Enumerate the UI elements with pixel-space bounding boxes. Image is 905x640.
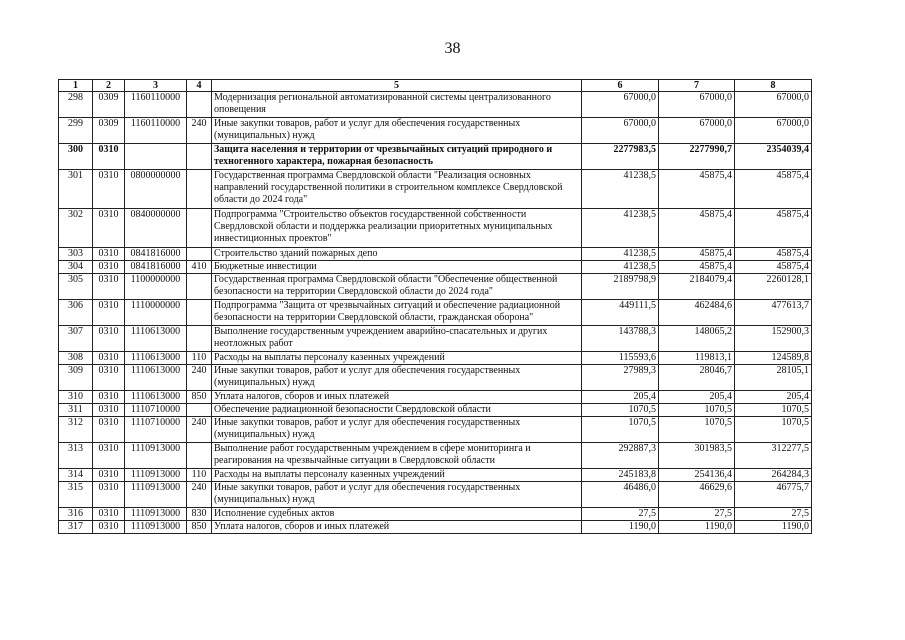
target-article-cell: 1110613000	[125, 391, 187, 404]
section-code-cell: 0310	[93, 391, 125, 404]
amount-year1-cell: 1070,5	[582, 404, 659, 417]
target-article-cell: 1110613000	[125, 352, 187, 365]
section-code-cell: 0310	[93, 404, 125, 417]
section-code-cell: 0310	[93, 365, 125, 391]
section-code-cell: 0310	[93, 352, 125, 365]
amount-year2-cell: 45875,4	[659, 261, 735, 274]
target-article-cell: 1160110000	[125, 92, 187, 118]
section-code-cell: 0310	[93, 170, 125, 209]
amount-year2-cell: 27,5	[659, 508, 735, 521]
item-name-cell: Подпрограмма "Защита от чрезвычайных ситуаций и обеспечение радиационной безопасности на территории Свердловской области, гражданская оборона"	[212, 300, 582, 326]
amount-year2-cell: 28046,7	[659, 365, 735, 391]
row-number-cell: 315	[59, 482, 93, 508]
header-cell: 4	[187, 80, 212, 92]
amount-year3-cell: 2354039,4	[735, 144, 812, 170]
item-name-cell: Иные закупки товаров, работ и услуг для обеспечения государственных (муниципальных) нужд	[212, 417, 582, 443]
amount-year1-cell: 67000,0	[582, 92, 659, 118]
amount-year1-cell: 115593,6	[582, 352, 659, 365]
section-code-cell: 0310	[93, 248, 125, 261]
table-row	[59, 391, 812, 404]
table-row	[59, 300, 812, 326]
item-name-cell: Обеспечение радиационной безопасности Свердловской области	[212, 404, 582, 417]
amount-year3-cell: 46775,7	[735, 482, 812, 508]
target-article-cell: 0840000000	[125, 209, 187, 248]
item-name-cell: Выполнение государственным учреждением аварийно-спасательных и других неотложных работ	[212, 326, 582, 352]
amount-year1-cell: 27989,3	[582, 365, 659, 391]
amount-year1-cell: 2189798,9	[582, 274, 659, 300]
amount-year2-cell: 67000,0	[659, 92, 735, 118]
table-row	[59, 469, 812, 482]
table-row	[59, 92, 812, 118]
item-name-cell: Иные закупки товаров, работ и услуг для обеспечения государственных (муниципальных) нужд	[212, 118, 582, 144]
section-code-cell: 0310	[93, 508, 125, 521]
table-row	[59, 248, 812, 261]
row-number-cell: 300	[59, 144, 93, 170]
row-number-cell: 299	[59, 118, 93, 144]
row-number-cell: 308	[59, 352, 93, 365]
target-article-cell: 1110913000	[125, 521, 187, 534]
row-number-cell: 316	[59, 508, 93, 521]
target-article-cell: 1110913000	[125, 508, 187, 521]
item-name-cell: Модернизация региональной автоматизированной системы централизованного оповещения	[212, 92, 582, 118]
row-number-cell: 309	[59, 365, 93, 391]
item-name-cell: Расходы на выплаты персоналу казенных учреждений	[212, 352, 582, 365]
amount-year3-cell: 205,4	[735, 391, 812, 404]
amount-year3-cell: 312277,5	[735, 443, 812, 469]
row-number-cell: 303	[59, 248, 93, 261]
row-number-cell: 317	[59, 521, 93, 534]
row-number-cell: 301	[59, 170, 93, 209]
amount-year2-cell: 2277990,7	[659, 144, 735, 170]
amount-year1-cell: 449111,5	[582, 300, 659, 326]
amount-year3-cell: 45875,4	[735, 170, 812, 209]
amount-year1-cell: 41238,5	[582, 170, 659, 209]
amount-year1-cell: 1070,5	[582, 417, 659, 443]
amount-year2-cell: 45875,4	[659, 209, 735, 248]
table-row	[59, 508, 812, 521]
header-cell: 7	[659, 80, 735, 92]
expense-type-cell	[187, 300, 212, 326]
item-name-cell: Государственная программа Свердловской области "Обеспечение общественной безопасности на территории Свердловской области до 2024 года"	[212, 274, 582, 300]
amount-year3-cell: 477613,7	[735, 300, 812, 326]
item-name-cell: Защита населения и территории от чрезвычайных ситуаций природного и техногенного характера, пожарная безопасность	[212, 144, 582, 170]
amount-year3-cell: 28105,1	[735, 365, 812, 391]
amount-year3-cell: 67000,0	[735, 92, 812, 118]
section-code-cell: 0310	[93, 300, 125, 326]
expense-type-cell: 850	[187, 521, 212, 534]
item-name-cell: Уплата налогов, сборов и иных платежей	[212, 521, 582, 534]
target-article-cell: 1110710000	[125, 404, 187, 417]
amount-year3-cell: 1070,5	[735, 417, 812, 443]
amount-year2-cell: 2184079,4	[659, 274, 735, 300]
table-row	[59, 209, 812, 248]
amount-year1-cell: 41238,5	[582, 209, 659, 248]
section-code-cell: 0310	[93, 482, 125, 508]
row-number-cell: 311	[59, 404, 93, 417]
target-article-cell: 1110913000	[125, 443, 187, 469]
target-article-cell: 1100000000	[125, 274, 187, 300]
amount-year3-cell: 67000,0	[735, 118, 812, 144]
header-cell: 3	[125, 80, 187, 92]
table-row	[59, 144, 812, 170]
expense-type-cell	[187, 404, 212, 417]
item-name-cell: Подпрограмма "Строительство объектов государственной собственности Свердловской области и поддержка реализации приоритетных муниципальных инвестиционных проектов"	[212, 209, 582, 248]
section-code-cell: 0310	[93, 326, 125, 352]
expense-type-cell	[187, 443, 212, 469]
amount-year1-cell: 245183,8	[582, 469, 659, 482]
amount-year1-cell: 143788,3	[582, 326, 659, 352]
amount-year2-cell: 46629,6	[659, 482, 735, 508]
section-code-cell: 0310	[93, 521, 125, 534]
table-row	[59, 417, 812, 443]
expense-type-cell	[187, 326, 212, 352]
row-number-cell: 313	[59, 443, 93, 469]
item-name-cell: Иные закупки товаров, работ и услуг для обеспечения государственных (муниципальных) нужд	[212, 365, 582, 391]
header-cell: 6	[582, 80, 659, 92]
item-name-cell: Бюджетные инвестиции	[212, 261, 582, 274]
item-name-cell: Строительство зданий пожарных депо	[212, 248, 582, 261]
table-row	[59, 521, 812, 534]
amount-year3-cell: 45875,4	[735, 261, 812, 274]
amount-year3-cell: 45875,4	[735, 209, 812, 248]
amount-year2-cell: 1190,0	[659, 521, 735, 534]
amount-year2-cell: 301983,5	[659, 443, 735, 469]
section-code-cell: 0310	[93, 261, 125, 274]
target-article-cell: 1110913000	[125, 469, 187, 482]
amount-year1-cell: 67000,0	[582, 118, 659, 144]
amount-year2-cell: 45875,4	[659, 248, 735, 261]
budget-table	[58, 79, 812, 534]
expense-type-cell: 240	[187, 365, 212, 391]
header-row	[59, 80, 812, 92]
item-name-cell: Исполнение судебных актов	[212, 508, 582, 521]
target-article-cell: 1110613000	[125, 326, 187, 352]
row-number-cell: 310	[59, 391, 93, 404]
table-row	[59, 274, 812, 300]
header-cell: 8	[735, 80, 812, 92]
expense-type-cell: 240	[187, 482, 212, 508]
table-row	[59, 482, 812, 508]
section-code-cell: 0310	[93, 443, 125, 469]
table-row	[59, 326, 812, 352]
expense-type-cell: 830	[187, 508, 212, 521]
target-article-cell: 0800000000	[125, 170, 187, 209]
table-row	[59, 118, 812, 144]
section-code-cell: 0310	[93, 144, 125, 170]
expense-type-cell: 110	[187, 352, 212, 365]
header-cell: 1	[59, 80, 93, 92]
amount-year3-cell: 45875,4	[735, 248, 812, 261]
amount-year3-cell: 27,5	[735, 508, 812, 521]
target-article-cell: 1160110000	[125, 118, 187, 144]
table-row	[59, 443, 812, 469]
item-name-cell: Иные закупки товаров, работ и услуг для обеспечения государственных (муниципальных) нужд	[212, 482, 582, 508]
expense-type-cell: 240	[187, 417, 212, 443]
amount-year1-cell: 41238,5	[582, 261, 659, 274]
table-row	[59, 170, 812, 209]
table-row	[59, 261, 812, 274]
amount-year1-cell: 2277983,5	[582, 144, 659, 170]
target-article-cell	[125, 144, 187, 170]
item-name-cell: Расходы на выплаты персоналу казенных учреждений	[212, 469, 582, 482]
row-number-cell: 298	[59, 92, 93, 118]
target-article-cell: 1110913000	[125, 482, 187, 508]
header-cell: 2	[93, 80, 125, 92]
expense-type-cell: 240	[187, 118, 212, 144]
amount-year1-cell: 1190,0	[582, 521, 659, 534]
expense-type-cell	[187, 92, 212, 118]
table-row	[59, 365, 812, 391]
amount-year2-cell: 254136,4	[659, 469, 735, 482]
amount-year1-cell: 46486,0	[582, 482, 659, 508]
table-row	[59, 352, 812, 365]
row-number-cell: 307	[59, 326, 93, 352]
target-article-cell: 0841816000	[125, 261, 187, 274]
amount-year3-cell: 152900,3	[735, 326, 812, 352]
amount-year2-cell: 119813,1	[659, 352, 735, 365]
expense-type-cell: 110	[187, 469, 212, 482]
target-article-cell: 1110613000	[125, 365, 187, 391]
header-cell: 5	[212, 80, 582, 92]
section-code-cell: 0309	[93, 118, 125, 144]
row-number-cell: 306	[59, 300, 93, 326]
section-code-cell: 0309	[93, 92, 125, 118]
amount-year3-cell: 1070,5	[735, 404, 812, 417]
item-name-cell: Государственная программа Свердловской области "Реализация основных направлений государственной политики в строительном комплексе Свердловской области до 2024 года"	[212, 170, 582, 209]
row-number-cell: 314	[59, 469, 93, 482]
target-article-cell: 1110710000	[125, 417, 187, 443]
amount-year2-cell: 205,4	[659, 391, 735, 404]
amount-year2-cell: 45875,4	[659, 170, 735, 209]
row-number-cell: 302	[59, 209, 93, 248]
amount-year1-cell: 205,4	[582, 391, 659, 404]
section-code-cell: 0310	[93, 274, 125, 300]
section-code-cell: 0310	[93, 209, 125, 248]
amount-year2-cell: 148065,2	[659, 326, 735, 352]
row-number-cell: 305	[59, 274, 93, 300]
table-row	[59, 404, 812, 417]
expense-type-cell	[187, 209, 212, 248]
amount-year2-cell: 1070,5	[659, 404, 735, 417]
expense-type-cell	[187, 144, 212, 170]
amount-year2-cell: 462484,6	[659, 300, 735, 326]
amount-year3-cell: 2260128,1	[735, 274, 812, 300]
amount-year1-cell: 292887,3	[582, 443, 659, 469]
amount-year3-cell: 1190,0	[735, 521, 812, 534]
expense-type-cell	[187, 170, 212, 209]
amount-year3-cell: 124589,8	[735, 352, 812, 365]
expense-type-cell: 850	[187, 391, 212, 404]
row-number-cell: 312	[59, 417, 93, 443]
amount-year3-cell: 264284,3	[735, 469, 812, 482]
section-code-cell: 0310	[93, 469, 125, 482]
amount-year1-cell: 41238,5	[582, 248, 659, 261]
item-name-cell: Уплата налогов, сборов и иных платежей	[212, 391, 582, 404]
amount-year2-cell: 1070,5	[659, 417, 735, 443]
item-name-cell: Выполнение работ государственным учреждением в сфере мониторинга и реагирования на чрезвычайные ситуации в Свердловской области	[212, 443, 582, 469]
target-article-cell: 0841816000	[125, 248, 187, 261]
section-code-cell: 0310	[93, 417, 125, 443]
page-number: 38	[444, 40, 461, 57]
amount-year1-cell: 27,5	[582, 508, 659, 521]
expense-type-cell	[187, 248, 212, 261]
expense-type-cell	[187, 274, 212, 300]
amount-year2-cell: 67000,0	[659, 118, 735, 144]
row-number-cell: 304	[59, 261, 93, 274]
target-article-cell: 1110000000	[125, 300, 187, 326]
expense-type-cell: 410	[187, 261, 212, 274]
